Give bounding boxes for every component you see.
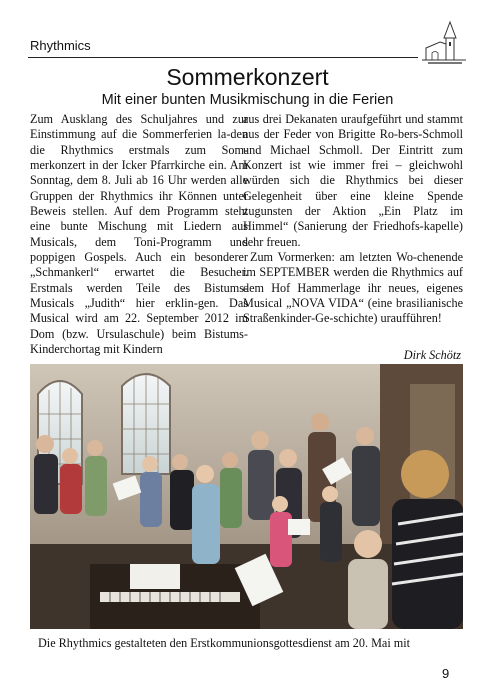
article-column-right (243, 112, 463, 327)
article-column-left (30, 112, 248, 358)
article-title: Sommerkonzert (166, 64, 329, 90)
article-subtitle: Mit einer bunten Musikmischung in die Ferien (101, 92, 394, 108)
photo-caption: Die Rhythmics gestalteten den Erstkommunionsgottesdienst am 20. Mai mit (38, 636, 411, 650)
article-paragraph: aus drei Dekanaten uraufgeführt und stammt aus der Feder von Brigitte Ro-bers-Schmoll und Michael Schmoll. Der Eintritt zum Konzert ist wie immer frei – gleichwohl würden sich die Rhythmics bei dieser Gelegenheit über eine kleine Spende zugunsten der Aktion „Ein Platz im Himmel“ (Sanierung der Friedhofs-kapelle) sehr freuen. (243, 112, 463, 249)
church-logo-icon (420, 20, 468, 66)
header-rule (28, 57, 418, 58)
article-paragraph: Zum Vormerken: am letzten Wo-chenende im SEPTEMBER werden die Rhythmics auf dem Hof Hammerlage ihr neues, eigenes Musical „NOVA VIDA“ (eine brasilianische Straßenkinder-Ge-schichte) uraufführen! (243, 250, 463, 326)
choir-photo (30, 364, 463, 629)
article-paragraph: Zum Ausklang des Schuljahres und zur Einstimmung auf die Sommerferien la-den die Rhythmics erstmals zum Som-merkonzert in der Icker Pfarrkirche ein. Am Sonntag, dem 8. Juli ab 16 Uhr werden alle Gruppen der Rhythmics ihr Können unter Beweis stellen. Auf dem Programm steht eine bunte Mischung mit Liedern aus Musicals, dem Toni-Programm und poppigen Gospels. Auch ein besonderer „Schmankerl“ erwartet die Besucher. Erstmals werden Teile des Bistums-Musicals „Judith“ hier erklin-gen. Das Musical wird am 22. September 2012 im Dom (bzw. Ursulaschule) beim Bistums-Kinderchortag mit Kindern (30, 112, 248, 357)
article-author: Dirk Schötz (403, 348, 461, 362)
section-label: Rhythmics (30, 38, 91, 53)
page-number: 9 (442, 666, 450, 681)
